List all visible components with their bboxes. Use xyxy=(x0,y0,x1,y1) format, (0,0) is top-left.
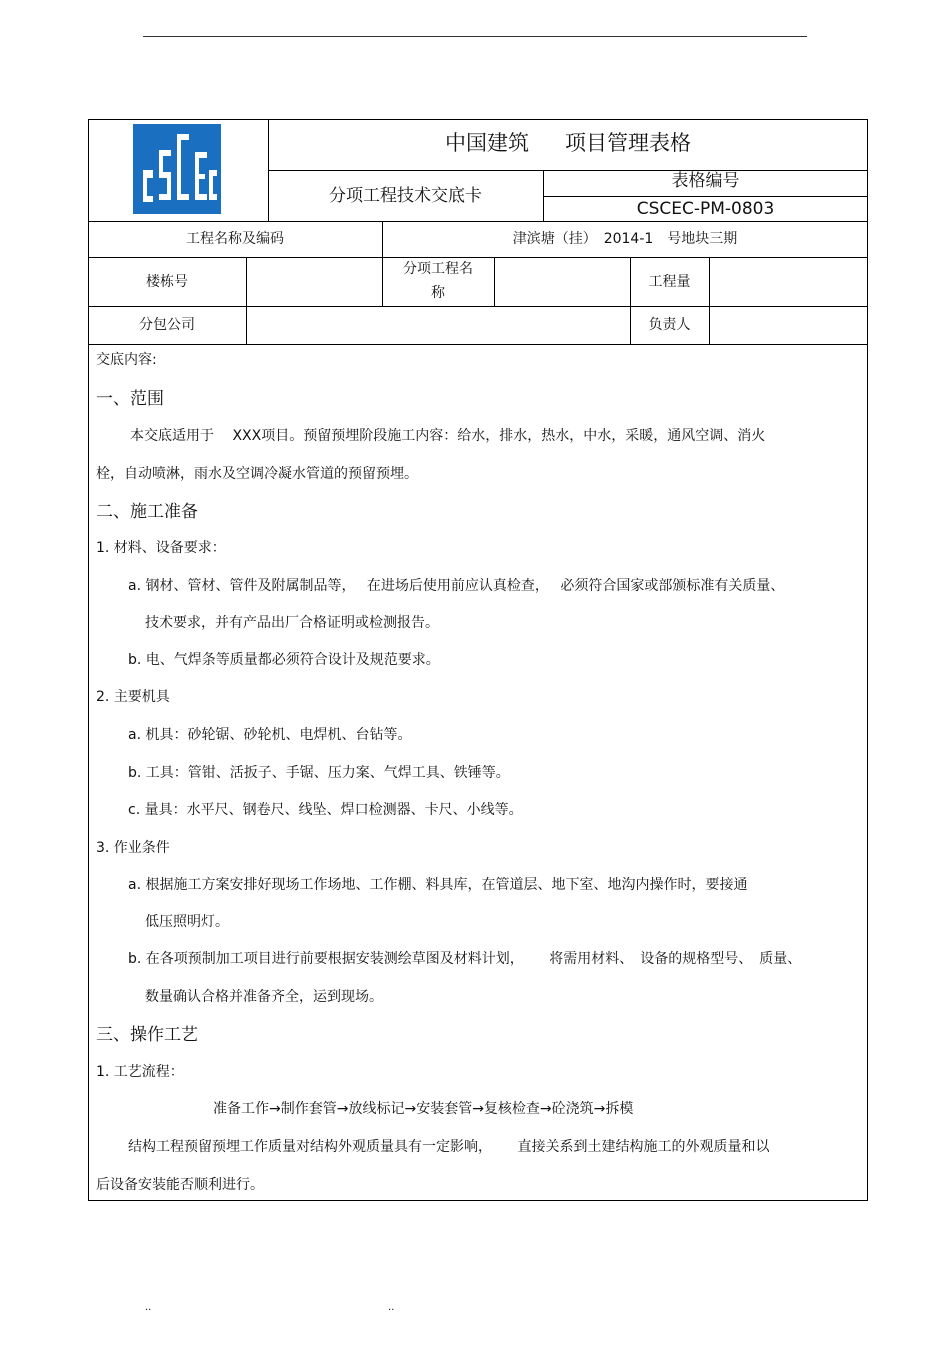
project-label: 工程名称及编码 xyxy=(186,231,284,247)
paragraph: 栓，自动喷淋，雨水及空调冷凝水管道的预留预埋。 xyxy=(96,466,418,482)
list-item: a. 根据施工方案安排好现场工作场地、工作棚、料具库，在管道层、地下室、地沟内操作时，要接通 xyxy=(128,877,748,893)
subsection-title: 2. 主要机具 xyxy=(96,689,170,705)
footer-right-mark: .. xyxy=(388,1302,395,1313)
section-scope-title: 一、范围 xyxy=(96,389,164,409)
list-item: b. 电、气焊条等质量都必须符合设计及规范要求。 xyxy=(128,652,440,668)
list-item: b. 工具：管钳、活扳子、手锯、压力案、气焊工具、铁锤等。 xyxy=(128,765,510,781)
form-no-label: 表格编号 xyxy=(671,171,740,191)
subsection-title: 1. 工艺流程： xyxy=(96,1064,184,1080)
manager-label: 负责人 xyxy=(648,317,691,333)
list-item: 低压照明灯。 xyxy=(145,914,229,930)
content-heading: 交底内容: xyxy=(96,352,157,368)
list-item: 数量确认合格并准备齐全，运到现场。 xyxy=(145,989,383,1005)
subcontractor-label: 分包公司 xyxy=(139,317,195,333)
subcontractor-value xyxy=(246,306,630,344)
quantity-label: 工程量 xyxy=(648,273,691,290)
paragraph: 结构工程预留预埋工作质量对结构外观质量具有一定影响， 直接关系到土建结构施工的外观质量和以 xyxy=(128,1139,770,1155)
list-item: a. 钢材、管材、管件及附属制品等， 在进场后使用前应认真检查， 必须符合国家或部颁标准有关质量、 xyxy=(128,578,785,594)
list-item: b. 在各项预制加工项目进行前要根据安装测绘草图及材料计划， 将需用材料、 设备的规格型号、 质量、 xyxy=(128,951,802,967)
section-process-title: 三、操作工艺 xyxy=(96,1025,198,1045)
project-value: 津滨塘（挂） 2014-1 号地块三期 xyxy=(512,231,738,247)
manager-value xyxy=(709,306,868,344)
building-value xyxy=(246,257,382,306)
company-name: 中国建筑 xyxy=(445,131,529,155)
section-prep-title: 二、施工准备 xyxy=(96,502,198,522)
list-item: c. 量具：水平尺、钢卷尺、线坠、焊口检测器、卡尺、小线等。 xyxy=(128,802,523,818)
building-label: 楼栋号 xyxy=(146,273,188,290)
form-no: CSCEC-PM-0803 xyxy=(636,198,775,219)
subproject-label: 分项工程名 称 xyxy=(403,261,473,301)
process-flow: 准备工作→制作套管→放线标记→安装套管→复核检查→砼浇筑→拆模 xyxy=(213,1101,634,1117)
footer-left-mark: .. xyxy=(145,1302,152,1313)
list-item: a. 机具：砂轮锯、砂轮机、电焊机、台钻等。 xyxy=(128,727,412,743)
header-rule xyxy=(143,36,807,37)
list-item: 技术要求，并有产品出厂合格证明或检测报告。 xyxy=(145,615,439,631)
paragraph: 后设备安装能否顺利进行。 xyxy=(96,1177,264,1193)
cscec-logo xyxy=(133,124,221,214)
table-type: 项目管理表格 xyxy=(565,131,691,155)
subproject-value xyxy=(494,257,630,306)
form-title xyxy=(268,128,868,158)
quantity-value xyxy=(709,257,868,306)
subsection-title: 3. 作业条件 xyxy=(96,840,170,856)
form-name: 分项工程技术交底卡 xyxy=(329,185,482,206)
paragraph: 本交底适用于 XXX项目。预留预埋阶段施工内容：给水，排水，热水，中水，采暖，通风空调、消火 xyxy=(130,428,766,444)
subsection-title: 1. 材料、设备要求： xyxy=(96,540,226,556)
